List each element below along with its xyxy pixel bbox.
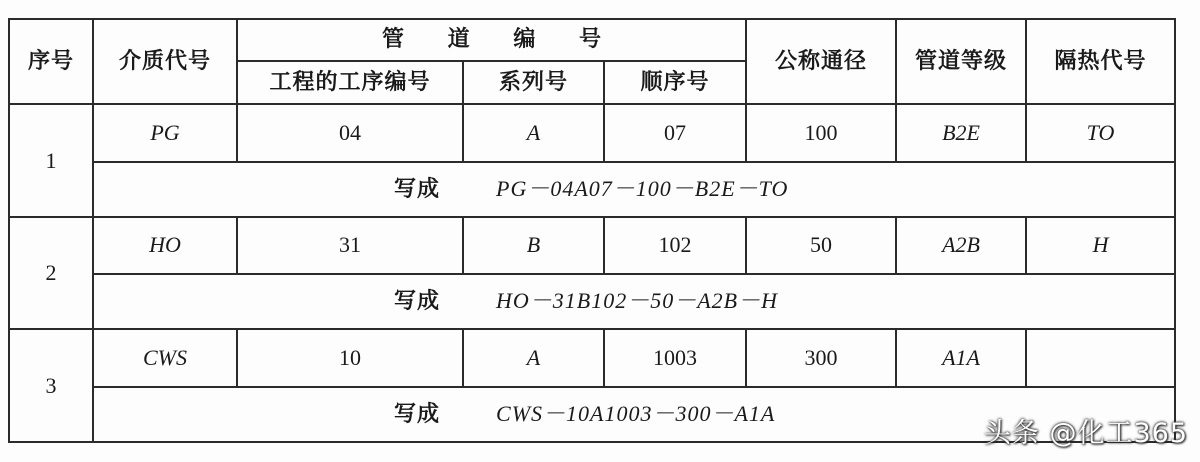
table-row — [9, 329, 1175, 386]
row-diameter: 100 — [746, 104, 896, 161]
written-code: HO－31B102－50－A2B－H — [496, 288, 778, 314]
row-grade: B2E — [896, 104, 1026, 161]
written-label: 写成 — [394, 176, 441, 202]
row-process: 31 — [237, 217, 463, 274]
header-row-top — [9, 19, 1175, 61]
row-diameter: 300 — [746, 329, 896, 386]
row-process: 04 — [237, 104, 463, 161]
header-order-number: 顺序号 — [604, 61, 746, 104]
row-seq: 3 — [9, 329, 93, 442]
row-medium: CWS — [93, 329, 237, 386]
row-insulation: H — [1026, 217, 1175, 274]
row-order: 07 — [604, 104, 746, 161]
row-series: A — [463, 329, 604, 386]
row-diameter: 50 — [746, 217, 896, 274]
written-code: CWS－10A1003－300－A1A — [496, 400, 776, 426]
row-seq: 2 — [9, 217, 93, 330]
written-form — [93, 162, 1175, 217]
pipe-numbering-table — [8, 18, 1176, 443]
written-label: 写成 — [394, 401, 441, 427]
row-series: A — [463, 104, 604, 161]
written-code: PG－04A07－100－B2E－TO — [496, 175, 789, 201]
row-grade: A2B — [896, 217, 1026, 274]
source-watermark: 头条 @化工365 — [983, 418, 1188, 449]
written-form — [93, 274, 1175, 329]
row-medium: HO — [93, 217, 237, 274]
header-insulation-code: 隔热代号 — [1026, 19, 1175, 104]
row-process: 10 — [237, 329, 463, 386]
row-insulation: TO — [1026, 104, 1175, 161]
row-order: 102 — [604, 217, 746, 274]
header-process-number: 工程的工序编号 — [237, 61, 463, 104]
header-nominal-diameter: 公称通径 — [746, 19, 896, 104]
row-series: B — [463, 217, 604, 274]
header-pipe-grade: 管道等级 — [896, 19, 1026, 104]
header-pipe-number: 管 道 编 号 — [237, 19, 746, 61]
header-medium-code: 介质代号 — [93, 19, 237, 104]
table-row — [9, 217, 1175, 274]
table-row — [9, 104, 1175, 161]
row-seq: 1 — [9, 104, 93, 217]
row-medium: PG — [93, 104, 237, 161]
written-row — [9, 162, 1175, 217]
row-insulation — [1026, 329, 1175, 386]
row-grade: A1A — [896, 329, 1026, 386]
written-label: 写成 — [394, 289, 441, 315]
header-series-number: 系列号 — [463, 61, 604, 104]
header-seq: 序号 — [9, 19, 93, 104]
written-row — [9, 274, 1175, 329]
row-order: 1003 — [604, 329, 746, 386]
